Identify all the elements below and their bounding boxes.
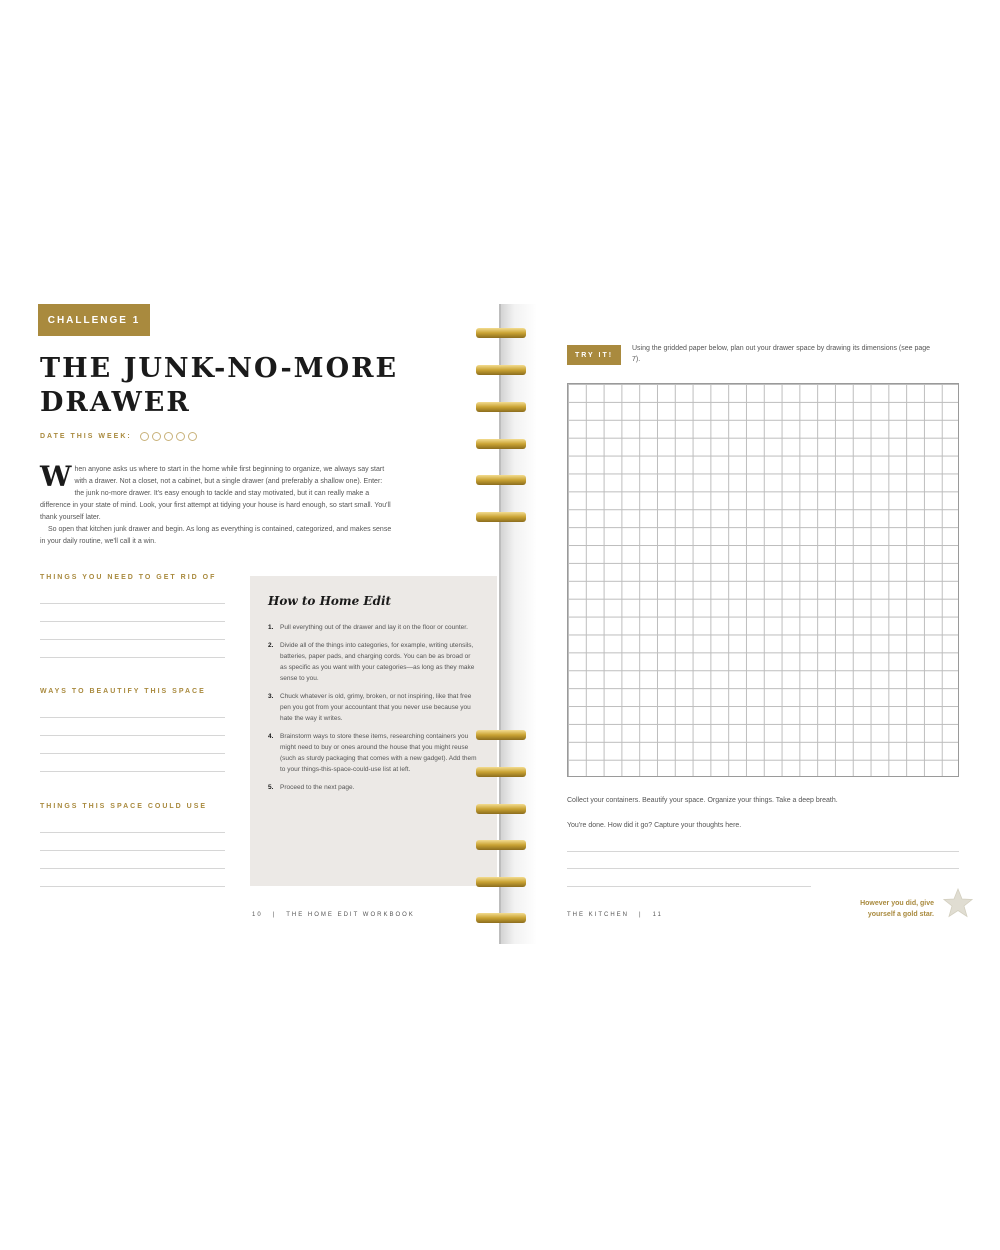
date-row [40, 432, 200, 441]
step-number: 4. [268, 733, 274, 740]
date-circle-icon [152, 432, 161, 441]
footer-right: THE KITCHEN | 11 [567, 912, 663, 918]
date-circle-icon [140, 432, 149, 441]
write-lines-get-rid-of [40, 586, 225, 658]
write-line [40, 833, 225, 851]
how-to-step [268, 782, 479, 793]
write-line [40, 640, 225, 658]
write-line [40, 851, 225, 869]
date-circle-icon [164, 432, 173, 441]
spiral-ring-icon [476, 767, 526, 777]
step-number: 2. [268, 642, 274, 649]
gold-star-note: However you did, give yourself a gold star. [860, 900, 934, 918]
intro-text [40, 460, 392, 548]
step-text: Chuck whatever is old, grimy, broken, or not inspiring, like that free pen you got from your accountant that you never use because you hate the way it writes. [280, 693, 472, 722]
write-line [40, 700, 225, 718]
spiral-ring-icon [476, 877, 526, 887]
write-line [40, 815, 225, 833]
spiral-ring-icon [476, 402, 526, 412]
write-line [567, 851, 959, 852]
how-to-box [250, 576, 497, 886]
section-label-get-rid-of: THINGS YOU NEED TO GET RID OF [40, 574, 217, 581]
spiral-ring-icon [476, 365, 526, 375]
section-label-beautify: WAYS TO BEAUTIFY THIS SPACE [40, 688, 206, 695]
spiral-ring-icon [476, 804, 526, 814]
spiral-ring-icon [476, 439, 526, 449]
step-text: Divide all of the things into categories, for example, writing utensils, batteries, paper pads, and charging cords. You can be as broad or as specific as you want with your categories—as long as they make sense to you. [280, 642, 475, 682]
date-label: DATE THIS WEEK: [40, 433, 132, 440]
collect-text: Collect your containers. Beautify your space. Organize your things. Take a deep breath. [567, 797, 838, 804]
date-circle-icon [176, 432, 185, 441]
write-line [40, 718, 225, 736]
write-line [567, 886, 811, 887]
title-line-2: DRAWER [40, 387, 191, 418]
try-it-badge: TRY IT! [567, 345, 621, 365]
intro-paragraph-2: So open that kitchen junk drawer and begin. As long as everything is contained, categorized, and makes sense in your daily routine, we'll call it a win. [40, 526, 392, 545]
title-line-1: THE JUNK-NO-MORE [40, 353, 399, 384]
drop-cap: W [40, 460, 72, 493]
spiral-ring-icon [476, 475, 526, 485]
write-line [40, 736, 225, 754]
spiral-ring-icon [476, 840, 526, 850]
intro-paragraph-1: hen anyone asks us where to start in the home while first beginning to organize, we always say start with a drawer. Not a closet, not a cabinet, but a single drawer (and preferably a shallow one). Enter: the junk no-more drawer. It's easy enough to tackle and stay motivated, but it can really make a difference in your state of mind. Look, your first attempt at tidying your house is hard enough, so start small. You'll thank yourself later. [40, 466, 391, 521]
step-text: Pull everything out of the drawer and lay it on the floor or counter. [280, 624, 468, 631]
step-number: 3. [268, 693, 274, 700]
footer-book-title: THE HOME EDIT WORKBOOK [286, 912, 415, 918]
write-line [40, 586, 225, 604]
footer-left: 10 | THE HOME EDIT WORKBOOK [252, 912, 415, 918]
step-text: Brainstorm ways to store these items, researching containers you might need to buy or ones around the house that you might reuse (such as sturdy packaging that comes with a new gadget). Add them to your things-this-space-could-use list at left. [280, 733, 477, 773]
done-text: You're done. How did it go? Capture your thoughts here. [567, 822, 742, 829]
footer-section-title: THE KITCHEN [567, 912, 630, 918]
spiral-ring-icon [476, 913, 526, 923]
page-title [40, 352, 460, 420]
write-line [40, 754, 225, 772]
write-line [40, 604, 225, 622]
write-line [40, 622, 225, 640]
graph-paper-grid [567, 383, 959, 777]
how-to-step [268, 622, 479, 633]
spiral-ring-icon [476, 512, 526, 522]
step-text: Proceed to the next page. [280, 784, 355, 791]
how-to-title: How to Home Edit [268, 594, 392, 608]
write-lines-could-use [40, 815, 225, 887]
spiral-ring-icon [476, 730, 526, 740]
challenge-badge: CHALLENGE 1 [38, 304, 150, 336]
how-to-step [268, 731, 479, 775]
write-line [40, 869, 225, 887]
how-to-step [268, 691, 479, 724]
write-line [567, 868, 959, 869]
footer-page-number: 11 [652, 912, 663, 918]
step-number: 5. [268, 784, 274, 791]
try-it-instructions: Using the gridded paper below, plan out your drawer space by drawing its dimensions (see page 7). [632, 345, 931, 363]
footer-page-number: 10 [252, 912, 263, 918]
star-icon [943, 888, 973, 918]
write-lines-beautify [40, 700, 225, 772]
section-label-could-use: THINGS THIS SPACE COULD USE [40, 803, 208, 810]
spiral-ring-icon [476, 328, 526, 338]
date-circle-icon [188, 432, 197, 441]
how-to-step [268, 640, 479, 684]
step-number: 1. [268, 624, 274, 631]
